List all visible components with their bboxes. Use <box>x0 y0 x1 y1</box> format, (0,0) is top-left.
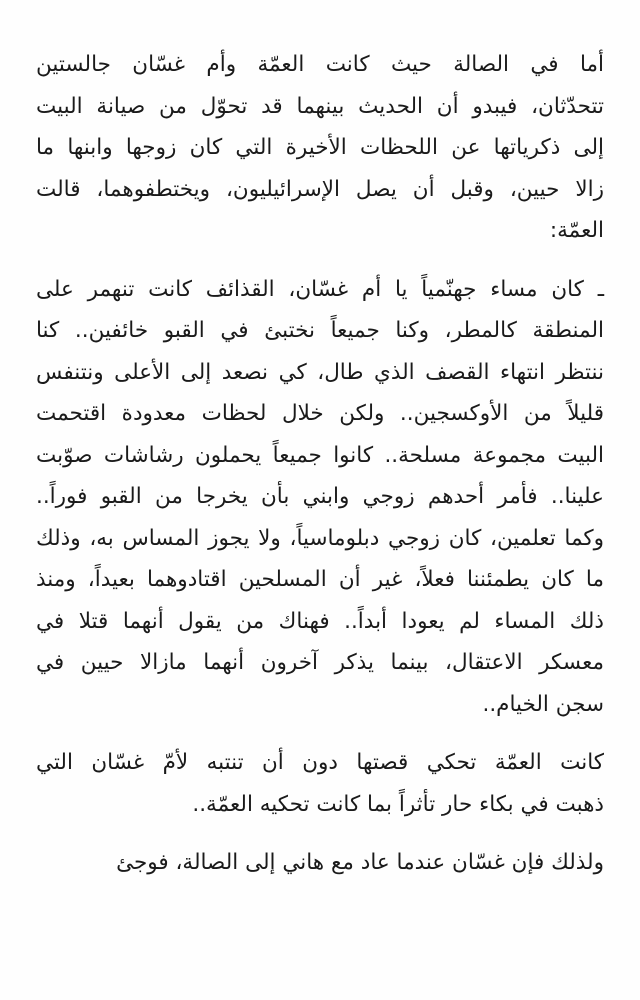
text-line: تتحدّثان، فيبدو أن الحديث بينهما قد تحوّل من صيانة البيت <box>36 93 604 119</box>
text-line: ذلك المساء لم يعودا أبداً.. فهناك من يقول أنهما قتلا في <box>36 608 604 634</box>
text-line: البيت مجموعة مسلحة.. كانوا جميعاً يحملون رشاشات صوّبت <box>36 442 604 468</box>
text-line: ـ كان مساء جهنّمياً يا أم غسّان، القذائف كانت تنهمر على <box>36 276 604 302</box>
text-line: ولذلك فإن غسّان عندما عاد مع هاني إلى الصالة، فوجئ <box>116 850 604 875</box>
text-line: كانت العمّة تحكي قصتها دون أن تنتبه لأمّ غسّان التي <box>36 750 604 775</box>
body-text <box>36 44 604 884</box>
text-line: وكما تعلمين، كان زوجي دبلوماسياً، ولا يجوز المساس به، وذلك <box>36 525 604 551</box>
text-line: معسكر الاعتقال، بينما يذكر آخرون أنهما مازالا حيين في <box>36 650 604 675</box>
paragraph-3 <box>36 742 604 825</box>
paragraph-gap <box>36 252 604 269</box>
text-line: إلى ذكرياتها عن اللحظات الأخيرة التي كان زوجها وابنها ما <box>36 135 604 160</box>
text-line: أما في الصالة حيث كانت العمّة وأم غسّان جالستين <box>36 52 604 77</box>
text-line: ذهبت في بكاء حار تأثراً بما كانت تحكيه العمّة.. <box>192 791 604 817</box>
paragraph-2 <box>36 269 604 726</box>
text-line: سجن الخيام.. <box>482 691 604 717</box>
paragraph-1 <box>36 44 604 252</box>
text-line: ننتظر انتهاء القصف الذي طال، كي نصعد إلى الأعلى ونتنفس <box>36 359 604 385</box>
text-line: ما كان يطمئننا فعلاً، غير أن المسلحين اقتادوهما بعيداً، ومنذ <box>36 567 604 592</box>
text-line: العمّة: <box>549 218 604 243</box>
paragraph-gap <box>36 825 604 842</box>
text-line: زالا حيين، وقبل أن يصل الإسرائيليون، ويختطفوهما، قالت <box>36 176 604 202</box>
paragraph-4 <box>36 842 604 884</box>
text-line: علينا.. فأمر أحدهم زوجي وابني بأن يخرجا من القبو فوراً.. <box>36 484 604 509</box>
paragraph-gap <box>36 725 604 742</box>
text-line: قليلاً من الأوكسجين.. ولكن خلال لحظات معدودة اقتحمت <box>36 401 604 426</box>
text-line: المنطقة كالمطر، وكنا جميعاً نختبئ في القبو خائفين.. كنا <box>36 318 604 343</box>
